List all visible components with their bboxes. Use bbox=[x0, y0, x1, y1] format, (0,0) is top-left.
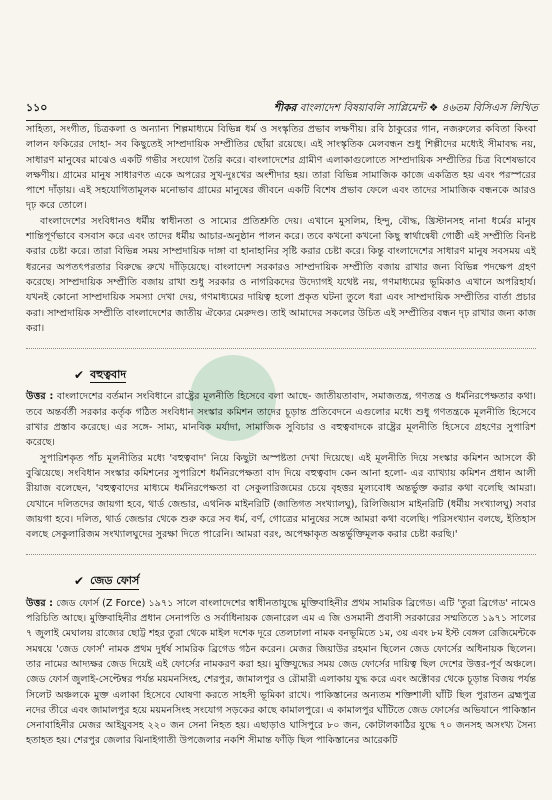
answer-label: উত্তর : bbox=[26, 597, 53, 609]
answer-paragraph bbox=[26, 596, 536, 749]
page-number: ১১০ bbox=[26, 101, 48, 114]
section-title: জেড ফোর্স bbox=[90, 573, 139, 589]
section-title: বহুত্ববাদ bbox=[90, 367, 126, 383]
page-content bbox=[26, 122, 536, 749]
publisher-name: শীকর bbox=[273, 102, 297, 114]
section-divider bbox=[26, 546, 536, 555]
section-divider bbox=[26, 340, 536, 349]
section-heading bbox=[74, 367, 536, 383]
section-heading bbox=[74, 573, 536, 589]
check-icon: ✔ bbox=[74, 367, 85, 382]
answer-text: জেড ফোর্স (Z Force) ১৯৭১ সালে বাংলাদেশের স্বাধীনতাযুদ্ধে মুক্তিবাহিনীর প্রথম সামরিক ব্রিগেড। এটি 'তুরা ব্রিগেড' নামেও পরিচিতি আছে। মুক্তিবাহিনীর প্রধান সেনাপতি ও সর্বাধিনায়ক জেনারেল এম এ জি ওসমানী প্রবাসী সরকারের সম্মতিতে ১৯৭১ সালের ৭ জুলাই মেঘালয় রাজ্যের ছোট্ট শহর তুরা থেকে মাইল দশেক দূরে তেলঢালা নামক বনভূমিতে ১ম, ৩য় এবং ৮ম ইস্ট বেঙ্গল রেজিমেন্টকে সমন্বয়ে 'জেড ফোর্স' নামক প্রথম দুর্ধর্ষ সামরিক ব্রিগেড গঠন করেন। মেজর জিয়াউর রহমান ছিলেন জেড ফোর্সের অধিনায়ক ছিলেন। তার নামের আদ্যক্ষর জেড দিয়েই এই ফোর্সের নামকরণ করা হয়। মুক্তিযুদ্ধের সময় জেড ফোর্সের দায়িত্ব ছিল দেশের উত্তর-পূর্ব অঞ্চলে। জেড ফোর্স জুলাই-সেপ্টেম্বর পর্যন্ত ময়মনসিংহ, শেরপুর, জামালপুর ও রৌমারী এলাকায় যুদ্ধ করে এবং অক্টোবর থেকে চূড়ান্ত বিজয় পর্যন্ত সিলেট অঞ্চলকে মুক্ত এলাকা হিসেবে ঘোষণা করতে সাহসী ভূমিকা রাখে। পাকিস্তানের অন্যতম শক্তিশালী ঘাঁটি ছিল পুরাতন ব্রহ্মপুত্র নদের তীরে এবং জামালপুর হয়ে ময়মনসিংহ সংযোগ সড়কের কাছে কামালপুরে। এ কামালপুর ঘাঁটিতে জেড ফোর্সের অভিযানে পাকিস্তান সেনাবাহিনীর মেজর আইয়ুবসহ ২২০ জন সেনা নিহত হয়। এছাড়াও ঘাসিপুরে ৮০ জন, কোটালকাঠির যুদ্ধে ৭০ জনসহ অসংখ্য সৈন্য হতাহত হয়। শেরপুর জেলার ঝিনাইগাতী উপজেলার নকশি সীমান্ত ফাঁড়ি ছিল পাকিস্তানের আরেকটি bbox=[26, 597, 536, 747]
answer-paragraph bbox=[26, 389, 536, 450]
running-title bbox=[274, 101, 538, 118]
answer-label: উত্তর : bbox=[26, 391, 54, 403]
running-title-text: বাংলাদেশ বিষয়াবলি সাপ্লিমেন্ট ❖ ৪৬তম বিসিএস লিখিত bbox=[299, 102, 538, 114]
intro-paragraph: বাংলাদেশের সংবিধানও ধর্মীয় স্বাধীনতা ও সাম্যের প্রতিশ্রুতি দেয়। এখানে মুসলিম, হিন্দু, বৌদ্ধ, খ্রিস্টানসহ নানা ধর্মের মানুষ শান্তিপূর্ণভাবে বসবাস করে এবং তাদের ধর্মীয় আচার-অনুষ্ঠান পালন করে। তবে কখনো কখনো কিছু স্বার্থান্বেষী গোষ্ঠী এই সম্প্রীতি বিনষ্ট করার চেষ্টা করে। তারা বিভিন্ন সময় সাম্প্রদায়িক দাঙ্গা বা হানাহানির সৃষ্টি করার চেষ্টা করে। কিন্তু বাংলাদেশের সাধারণ মানুষ সবসময় এই ধরনের অপতৎপরতার বিরুদ্ধে রুখে দাঁড়িয়েছে। বাংলাদেশ সরকারও সাম্প্রদায়িক সম্প্রীতি বজায় রাখার জন্য বিভিন্ন পদক্ষেপ গ্রহণ করেছে। সাম্প্রদায়িক সম্প্রীতি বজায় রাখা শুধু সরকার ও নাগরিকদের উদ্যোগই যথেষ্ট নয়, গণমাধ্যমের ভূমিকাও এখানে অপরিহার্য। যখনই কোনো সাম্প্রদায়িক সমস্যা দেখা দেয়, গণমাধ্যমের দায়িত্ব হলো প্রকৃত ঘটনা তুলে ধরা এবং সাম্প্রদায়িক সম্প্রীতির বার্তা প্রচার করা। সাম্প্রদায়িক সম্প্রীতি বাংলাদেশের জাতীয় ঐক্যের মেরুদণ্ড। তাই আমাদের সকলের উচিত এই সম্প্রীতির বন্ধন দৃঢ় রাখার জন্য কাজ করা। bbox=[26, 215, 536, 334]
answer-text: বাংলাদেশের বর্তমান সংবিধানে রাষ্ট্রের মূলনীতি হিসেবে বলা আছে- জাতীয়তাবাদ, সমাজতন্ত্র, গণতন্ত্র ও ধর্মনিরপেক্ষতার কথা। তবে অন্তর্বর্তী সরকার কর্তৃক গঠিত সংবিধান সংস্কার কমিশন তাদের চূড়ান্ত প্রতিবেদনে এগুলোর মধ্যে শুধু গণতন্ত্রকে মূলনীতি হিসেবে রাখার প্রস্তাব করেছে। এর সঙ্গে- সাম্য, মানবিক মর্যাদা, সামাজিক সুবিচার ও বহুত্ববাদকে রাষ্ট্রের মূলনীতি হিসেবে গ্রহণের সুপারিশ করেছে। bbox=[26, 391, 536, 449]
answer-paragraph: সুপারিশকৃত পাঁচ মূলনীতির মধ্যে 'বহুত্ববাদ' নিয়ে কিছুটা অস্পষ্টতা দেখা দিয়েছে। এই মূলনীতি দিয়ে সংস্কার কমিশন আসলে কী বুঝিয়েছে। সংবিধান সংস্কার কমিশনের সুপারিশে ধর্মনিরপেক্ষতা বাদ দিয়ে বহুত্ববাদ কেন আনা হলো- এর ব্যাখ্যায় কমিশন প্রধান আলী রীয়াজ বলেছেন, 'বহুত্ববাদের মাধ্যমে ধর্মনিরপেক্ষতা বা সেকুলারিজমের চেয়ে বৃহত্তর মূল্যবোধ অন্তর্ভুক্ত করার কথা বলেছি আমরা। যেখানে দলিতদের জায়গা হবে, থার্ড জেন্ডার, এথনিক মাইনরিটি (জাতিগত সংখ্যালঘু), রিলিজিয়াস মাইনরিটি (ধর্মীয় সংখ্যালঘু) সবার জায়গা হবে। দলিত, থার্ড জেন্ডার থেকে শুরু করে সব ধর্ম, বর্ণ, গোত্রের মানুষের সঙ্গে আমরা কথা বলেছি। পরিসংখ্যান বলছে, ইতিহাস বলছে সেকুলারিজম সংখ্যালঘুদের সুরক্ষা দিতে পারেনি। আমরা বরং, অপেক্ষাকৃত অন্তর্ভুক্তিমূলক করার চেষ্টা করছি।' bbox=[26, 452, 536, 541]
page-header bbox=[26, 98, 538, 121]
intro-paragraph: সাহিত্য, সংগীত, চিত্রকলা ও অন্যান্য শিল্পমাধ্যমে বিভিন্ন ধর্ম ও সংস্কৃতির প্রভাব লক্ষণীয়। রবি ঠাকুরের গান, নজরুলের কবিতা কিংবা লালন ফকিরের দোহা- সব কিছুতেই সাম্প্রদায়িক সম্প্রীতির ছোঁয়া রয়েছে। এই সাংস্কৃতিক মেলবন্ধন শুধু শিল্পীদের মধ্যেই সীমাবদ্ধ নয়, সাধারণ মানুষের মাঝেও একটি গভীর সংযোগ তৈরি করে। বাংলাদেশের গ্রামীণ এলাকাগুলোতে সাম্প্রদায়িক সম্প্রীতির চিত্র বিশেষভাবে লক্ষণীয়। গ্রামের মানুষ সাধারণত একে অপরের সুখ-দুঃখের অংশীদার হয়। তারা বিভিন্ন সামাজিক কাজে একত্রিত হয় এবং পরস্পরের পাশে দাঁড়ায়। এই সহযোগিতামূলক মনোভাব গ্রামের মানুষের জীবনে একটি বিশেষ প্রভাব ফেলে এবং তাদের সামাজিক বন্ধনকে আরও দৃঢ় করে তোলে। bbox=[26, 124, 536, 212]
check-icon: ✔ bbox=[74, 573, 85, 588]
